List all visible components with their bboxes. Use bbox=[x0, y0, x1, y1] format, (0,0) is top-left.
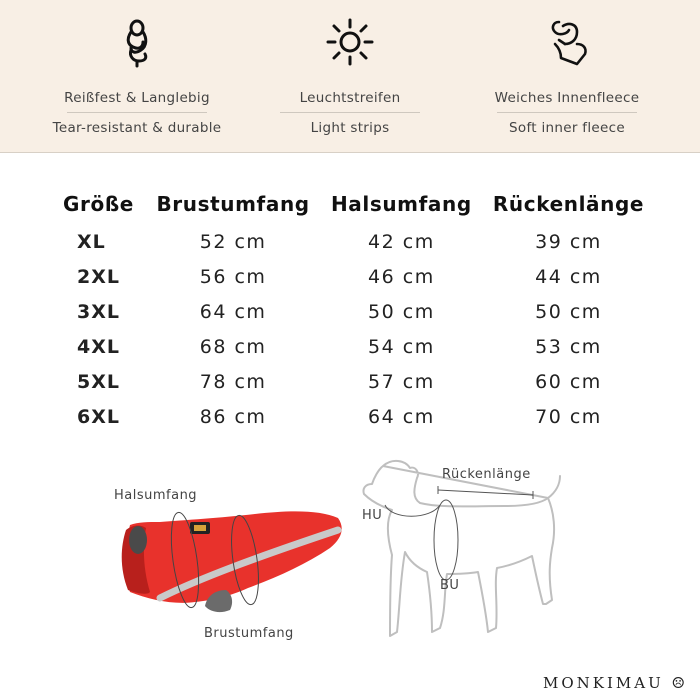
sun-icon bbox=[322, 14, 378, 70]
pinch-hand-icon bbox=[539, 14, 595, 70]
chest-cell: 56 cm bbox=[199, 265, 267, 288]
feature-en-label: Soft inner fleece bbox=[509, 120, 625, 136]
size-cell: 3XL bbox=[77, 300, 120, 323]
back-length-cell: 44 cm bbox=[535, 265, 602, 288]
neck-cell: 64 cm bbox=[368, 405, 435, 428]
dog-chest-label: BU bbox=[440, 578, 460, 593]
feature-de-label: Leuchtstreifen bbox=[299, 90, 401, 106]
header-size: Größe bbox=[63, 192, 134, 216]
feature-soft-fleece bbox=[467, 0, 667, 152]
table-row bbox=[55, 224, 655, 259]
neck-cell: 50 cm bbox=[368, 300, 435, 323]
size-table-header bbox=[55, 192, 655, 224]
chest-cell: 68 cm bbox=[199, 335, 267, 358]
feature-light-strips bbox=[250, 0, 450, 152]
chest-cell: 86 cm bbox=[199, 405, 267, 428]
back-length-cell: 53 cm bbox=[535, 335, 602, 358]
size-table bbox=[55, 192, 655, 434]
table-row bbox=[55, 294, 655, 329]
back-length-cell: 39 cm bbox=[535, 230, 602, 253]
feature-de-label: Weiches Innenfleece bbox=[494, 90, 640, 106]
chest-cell: 52 cm bbox=[199, 230, 267, 253]
dog-coat-image bbox=[122, 511, 342, 612]
feature-divider bbox=[497, 112, 637, 113]
dog-outline-image bbox=[363, 461, 560, 636]
feature-divider bbox=[67, 112, 207, 113]
header-back-length: Rückenlänge bbox=[492, 192, 645, 216]
size-cell: XL bbox=[77, 230, 106, 253]
dog-back-length-label: Rückenlänge bbox=[442, 467, 531, 482]
dog-measure-lines bbox=[385, 486, 533, 580]
coat-neck-label: Halsumfang bbox=[114, 488, 198, 503]
neck-cell: 54 cm bbox=[368, 335, 435, 358]
back-length-cell: 50 cm bbox=[535, 300, 602, 323]
table-row bbox=[55, 259, 655, 294]
feature-en-label: Tear-resistant & durable bbox=[52, 120, 222, 136]
table-row bbox=[55, 399, 655, 434]
rope-icon bbox=[109, 14, 165, 70]
feature-tear-resistant bbox=[37, 0, 237, 152]
feature-divider bbox=[280, 112, 420, 113]
table-row bbox=[55, 364, 655, 399]
brand-name: MONKIMAU bbox=[543, 674, 664, 692]
size-cell: 4XL bbox=[77, 335, 120, 358]
chest-cell: 64 cm bbox=[199, 300, 267, 323]
header-neck: Halsumfang bbox=[330, 192, 472, 216]
back-length-cell: 60 cm bbox=[535, 370, 602, 393]
neck-cell: 42 cm bbox=[368, 230, 435, 253]
dog-neck-label: HU bbox=[362, 508, 383, 523]
size-cell: 5XL bbox=[77, 370, 120, 393]
header-chest: Brustumfang bbox=[156, 192, 310, 216]
back-length-cell: 70 cm bbox=[535, 405, 602, 428]
size-cell: 6XL bbox=[77, 405, 120, 428]
monkey-face-icon: ☹ bbox=[671, 674, 688, 692]
neck-cell: 46 cm bbox=[368, 265, 435, 288]
feature-en-label: Light strips bbox=[310, 120, 390, 136]
features-band bbox=[0, 0, 700, 153]
coat-chest-label: Brustumfang bbox=[204, 626, 294, 641]
neck-cell: 57 cm bbox=[368, 370, 435, 393]
table-row bbox=[55, 329, 655, 364]
brand-logo bbox=[543, 674, 688, 692]
size-cell: 2XL bbox=[77, 265, 120, 288]
feature-de-label: Reißfest & Langlebig bbox=[64, 90, 210, 106]
chest-cell: 78 cm bbox=[199, 370, 267, 393]
